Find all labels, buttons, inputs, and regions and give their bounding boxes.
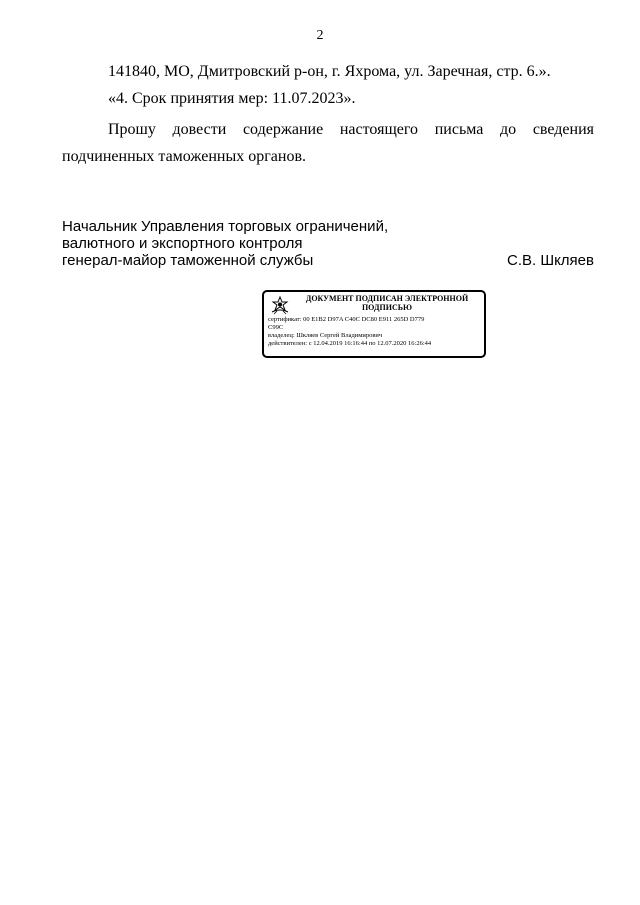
stamp-certificate-line-1: сертификат: 00 E1B2 D97A C40C DC80 E911 265D D779 [268,316,425,323]
position-line-3: генерал-майор таможенной службы [62,252,314,269]
stamp-title-line-2: ПОДПИСЬЮ [361,303,413,312]
request-paragraph: Прошу довести содержание настоящего письма до сведения подчиненных таможенных органов. [62,121,594,165]
page-number: 2 [316,28,324,43]
customs-emblem-icon [269,296,291,316]
electronic-signature-stamp [262,290,486,358]
position-line-1: Начальник Управления торговых ограничений, [62,218,389,235]
deadline-line: «4. Срок принятия мер: 11.07.2023». [108,90,356,107]
stamp-owner-line: владелец: Шкляев Сергей Владимирович [268,332,383,339]
signatory-position [62,218,388,269]
stamp-title-line-1: ДОКУМЕНТ ПОДПИСАН ЭЛЕКТРОННОЙ [305,294,469,303]
signatory-name: С.В. Шкляев [506,252,594,269]
address-line: 141840, МО, Дмитровский р-он, г. Яхрома, ул. Заречная, стр. 6.». [108,63,551,80]
stamp-certificate-line-2: C99C [268,324,284,331]
stamp-validity-line: действителен: с 12.04.2019 16:16:44 по 12.07.2020 16:26:44 [268,340,432,347]
position-line-2: валютного и экспортного контроля [62,235,303,252]
